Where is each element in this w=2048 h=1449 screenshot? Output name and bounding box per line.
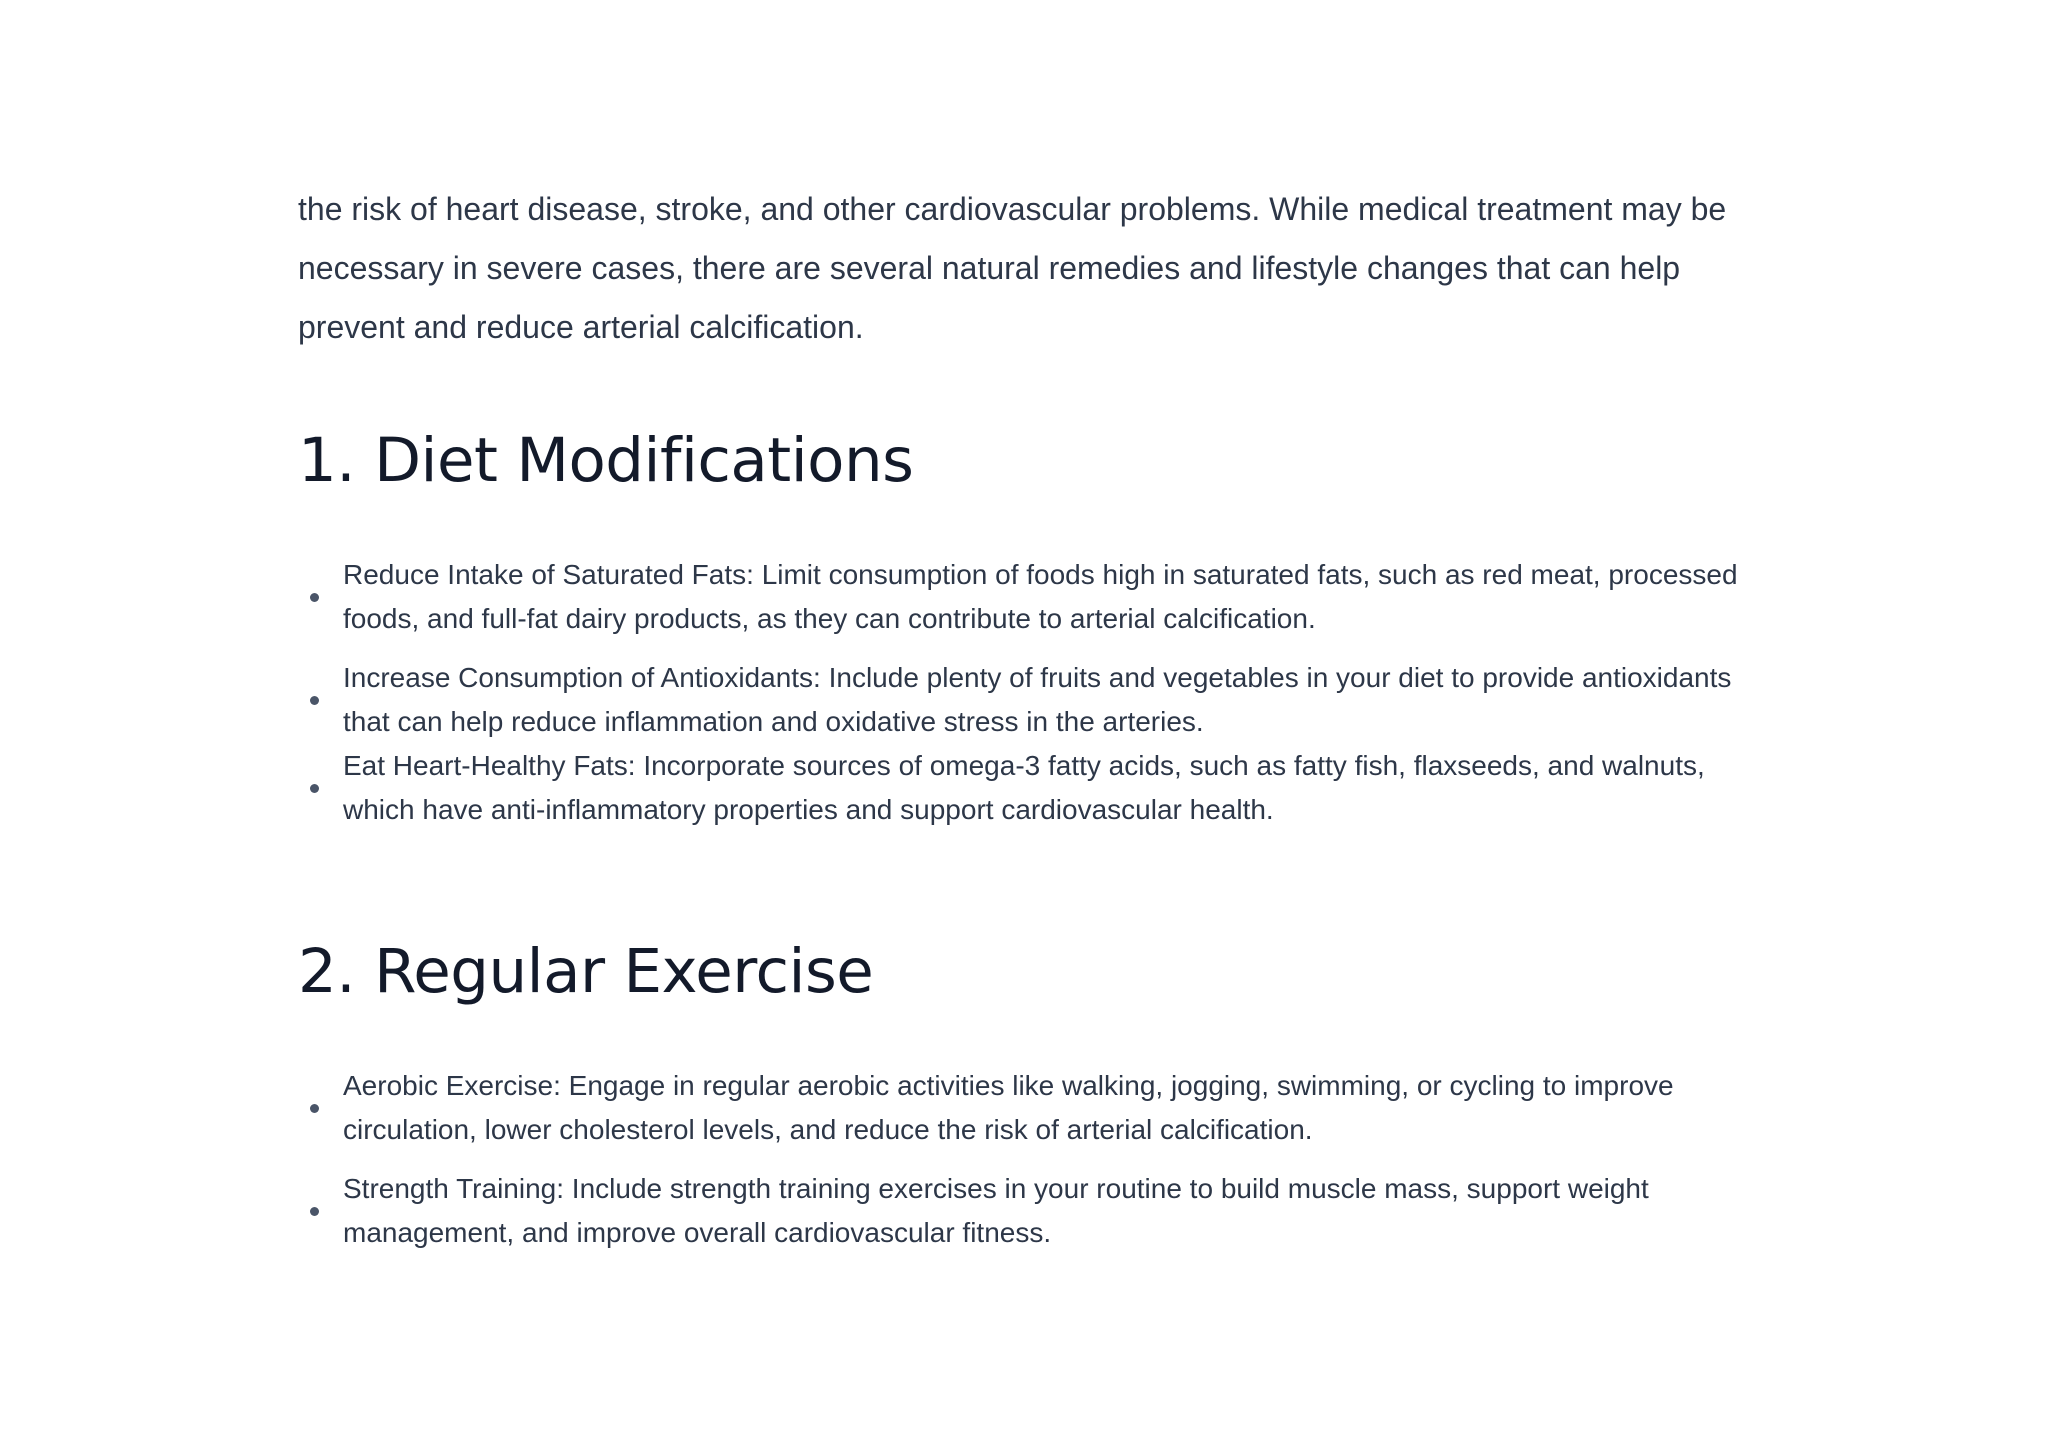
list-item (298, 656, 1758, 744)
regular-exercise-list (298, 1064, 1758, 1255)
section-heading-regular-exercise: 2. Regular Exercise (298, 936, 874, 1007)
list-item-text: Strength Training: Include strength training exercises in your routine to build muscle mass, support weight management, and improve overall cardiovascular fitness. (343, 1173, 1649, 1248)
list-item (298, 553, 1758, 641)
intro-paragraph: the risk of heart disease, stroke, and other cardiovascular problems. While medical treatment may be necessary in severe cases, there are several natural remedies and lifestyle changes that can help prevent and reduce arterial calcification. (298, 191, 1727, 345)
article-content (298, 180, 1758, 1270)
list-item-text: Reduce Intake of Saturated Fats: Limit consumption of foods high in saturated fats, such as red meat, processed foods, and full-fat dairy products, as they can contribute to arterial calcification. (343, 559, 1738, 634)
section-heading-diet-modifications: 1. Diet Modifications (298, 425, 914, 496)
list-item (298, 1167, 1758, 1255)
bullet-icon (310, 1104, 319, 1113)
bullet-icon (310, 593, 319, 602)
list-item (298, 744, 1758, 832)
bullet-icon (310, 1207, 319, 1216)
list-item-text: Eat Heart-Healthy Fats: Incorporate sources of omega-3 fatty acids, such as fatty fish, flaxseeds, and walnuts, which have anti-inflammatory properties and support cardiovascular health. (343, 750, 1705, 825)
diet-modifications-list (298, 553, 1758, 832)
list-item (298, 1064, 1758, 1152)
bullet-icon (310, 696, 319, 705)
bullet-icon (310, 784, 319, 793)
list-item-text: Increase Consumption of Antioxidants: Include plenty of fruits and vegetables in your diet to provide antioxidants that can help reduce inflammation and oxidative stress in the arteries. (343, 662, 1732, 737)
list-item-text: Aerobic Exercise: Engage in regular aerobic activities like walking, jogging, swimming, or cycling to improve circulation, lower cholesterol levels, and reduce the risk of arterial calcification. (343, 1070, 1674, 1145)
